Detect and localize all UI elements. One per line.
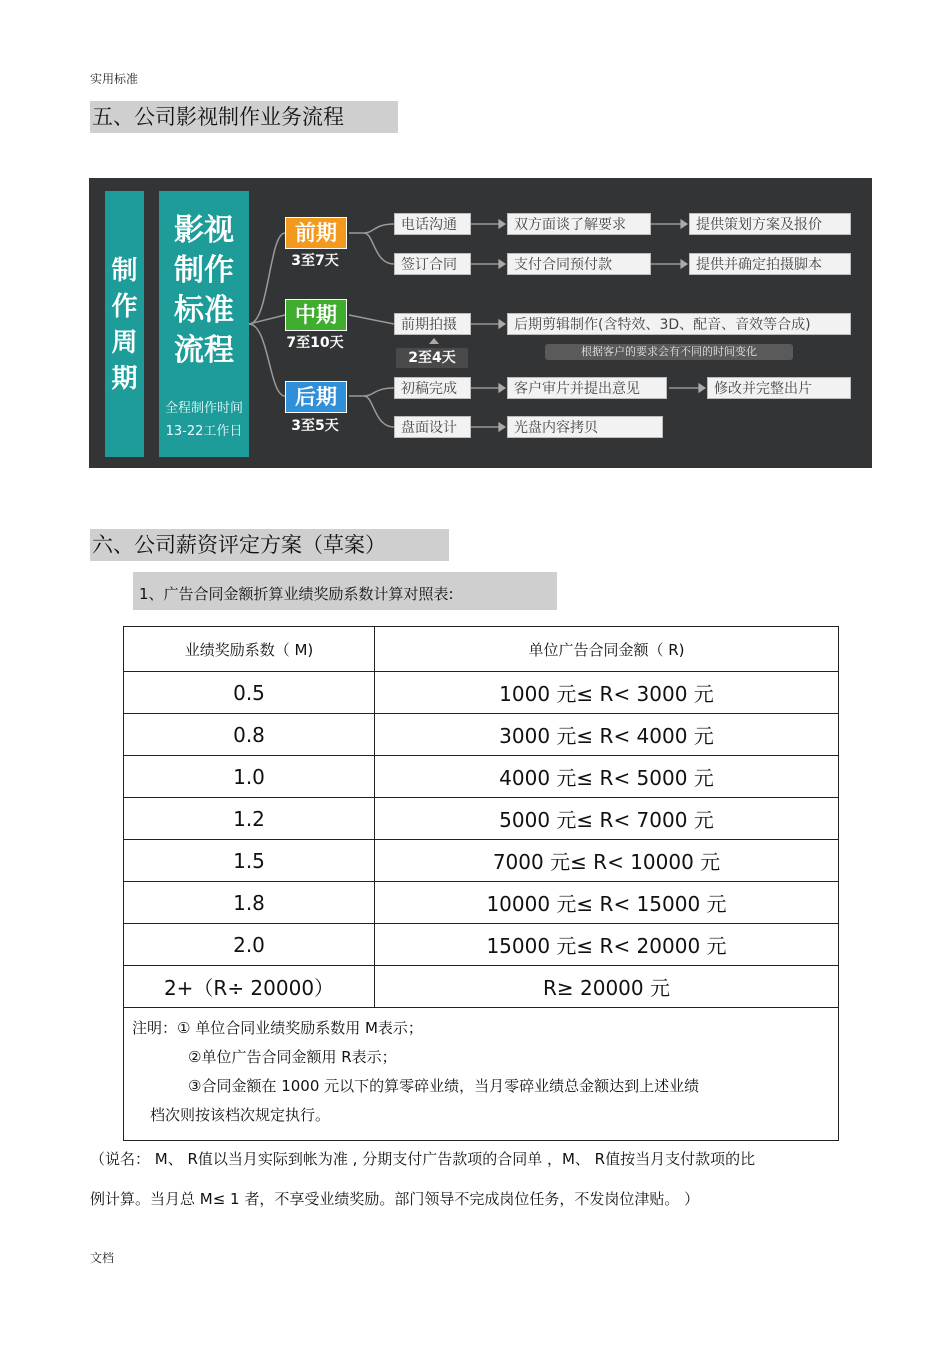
step-shooting: 前期拍摄 — [394, 313, 471, 335]
note-line: 档次则按该档次规定执行。 — [150, 1106, 331, 1124]
phase-pre-production: 前期 — [285, 217, 347, 249]
coefficient-cell: 0.8 — [124, 714, 375, 756]
step-proposal-quote: 提供策划方案及报价 — [689, 213, 851, 235]
step-prepayment: 支付合同预付款 — [507, 253, 651, 275]
coefficient-cell: 1.8 — [124, 882, 375, 924]
standard-process-label — [159, 191, 249, 457]
step-face-meeting: 双方面谈了解要求 — [507, 213, 651, 235]
standard-line: 标准 — [174, 293, 234, 328]
footer-note: 文档 — [90, 1251, 115, 1265]
note-line: 注明：① 单位合同业绩奖励系数用 M表示； — [132, 1019, 423, 1037]
section-title-workflow: 五、公司影视制作业务流程 — [90, 101, 398, 133]
step-first-draft: 初稿完成 — [394, 377, 471, 399]
coefficient-cell: 1.5 — [124, 840, 375, 882]
coefficient-cell: 0.5 — [124, 672, 375, 714]
amount-cell: 7000 元≤ R< 10000 元 — [375, 840, 839, 882]
coefficient-cell: 2+（R÷ 20000） — [124, 966, 375, 1008]
table-row — [124, 672, 839, 714]
step-disc-copy: 光盘内容拷贝 — [507, 416, 663, 438]
amount-cell: 5000 元≤ R< 7000 元 — [375, 798, 839, 840]
header-amount: 单位广告合同金额（ R) — [375, 627, 839, 672]
table-row — [124, 840, 839, 882]
amount-cell: 4000 元≤ R< 5000 元 — [375, 756, 839, 798]
amount-cell: R≥ 20000 元 — [375, 966, 839, 1008]
table-header-row — [124, 627, 839, 672]
production-cycle-label — [105, 191, 144, 457]
note-line: ③合同金额在 1000 元以下的算零碎业绩，当月零碎业绩总金额达到上述业绩 — [188, 1077, 700, 1095]
note-line: ②单位广告合同金额用 R表示； — [188, 1048, 397, 1066]
table-row — [124, 924, 839, 966]
cycle-char: 期 — [111, 364, 138, 394]
amount-cell: 3000 元≤ R< 4000 元 — [375, 714, 839, 756]
section-title-salary: 六、公司薪资评定方案（草案） — [90, 529, 449, 561]
standard-line: 制作 — [174, 253, 234, 288]
step-editing: 后期剪辑制作(含特效、3D、配音、音效等合成) — [507, 313, 851, 335]
table-row — [124, 882, 839, 924]
step-final-cut: 修改并完整出片 — [707, 377, 851, 399]
subsection-title: 1、广告合同金额折算业绩奖励系数计算对照表: — [133, 572, 557, 610]
standard-line: 影视 — [174, 213, 234, 248]
cycle-char: 周 — [111, 328, 138, 358]
amount-cell: 1000 元≤ R< 3000 元 — [375, 672, 839, 714]
table-row — [124, 798, 839, 840]
table-row — [124, 966, 839, 1008]
header-note: 实用标准 — [90, 72, 139, 86]
total-time-value: 13-22工作日 — [165, 424, 243, 439]
mid-time-note: 根据客户的要求会有不同的时间变化 — [545, 344, 793, 360]
amount-cell: 15000 元≤ R< 20000 元 — [375, 924, 839, 966]
cycle-char: 作 — [111, 292, 138, 322]
table-notes — [124, 1008, 839, 1141]
coefficient-table — [123, 626, 839, 1141]
header-coefficient: 业绩奖励系数（ M) — [124, 627, 375, 672]
phase-production: 中期 — [285, 299, 347, 331]
cycle-char: 制 — [111, 256, 138, 286]
phase-pre-duration: 3至7天 — [291, 253, 339, 269]
mid-shooting-duration: 2至4天 — [396, 348, 468, 368]
phase-post-duration: 3至5天 — [291, 418, 339, 434]
step-sign-contract: 签订合同 — [394, 253, 471, 275]
amount-cell: 10000 元≤ R< 15000 元 — [375, 882, 839, 924]
explanation-line: 例计算。当月总 M≤ 1 者，不享受业绩奖励。部门领导不完成岗位任务，不发岗位津贴。 ） — [90, 1190, 700, 1208]
coefficient-cell: 1.2 — [124, 798, 375, 840]
step-client-review: 客户审片并提出意见 — [507, 377, 667, 399]
table-row — [124, 756, 839, 798]
total-time-label: 全程制作时间 — [164, 401, 243, 416]
step-phone-call: 电话沟通 — [394, 213, 471, 235]
explanation-line: （说名： M、 R值以当月实际到帐为准 , 分期支付广告款项的合同单 ，M、 R值按当月支付款项的比 — [90, 1150, 756, 1168]
coefficient-cell: 2.0 — [124, 924, 375, 966]
table-row — [124, 714, 839, 756]
workflow-diagram — [89, 178, 872, 468]
table-notes-row — [124, 1008, 839, 1141]
phase-post-production: 后期 — [285, 381, 347, 413]
step-script: 提供并确定拍摄脚本 — [689, 253, 851, 275]
phase-production-duration: 7至10天 — [286, 335, 344, 351]
step-disc-design: 盘面设计 — [394, 416, 471, 438]
coefficient-cell: 1.0 — [124, 756, 375, 798]
standard-line: 流程 — [174, 333, 234, 368]
